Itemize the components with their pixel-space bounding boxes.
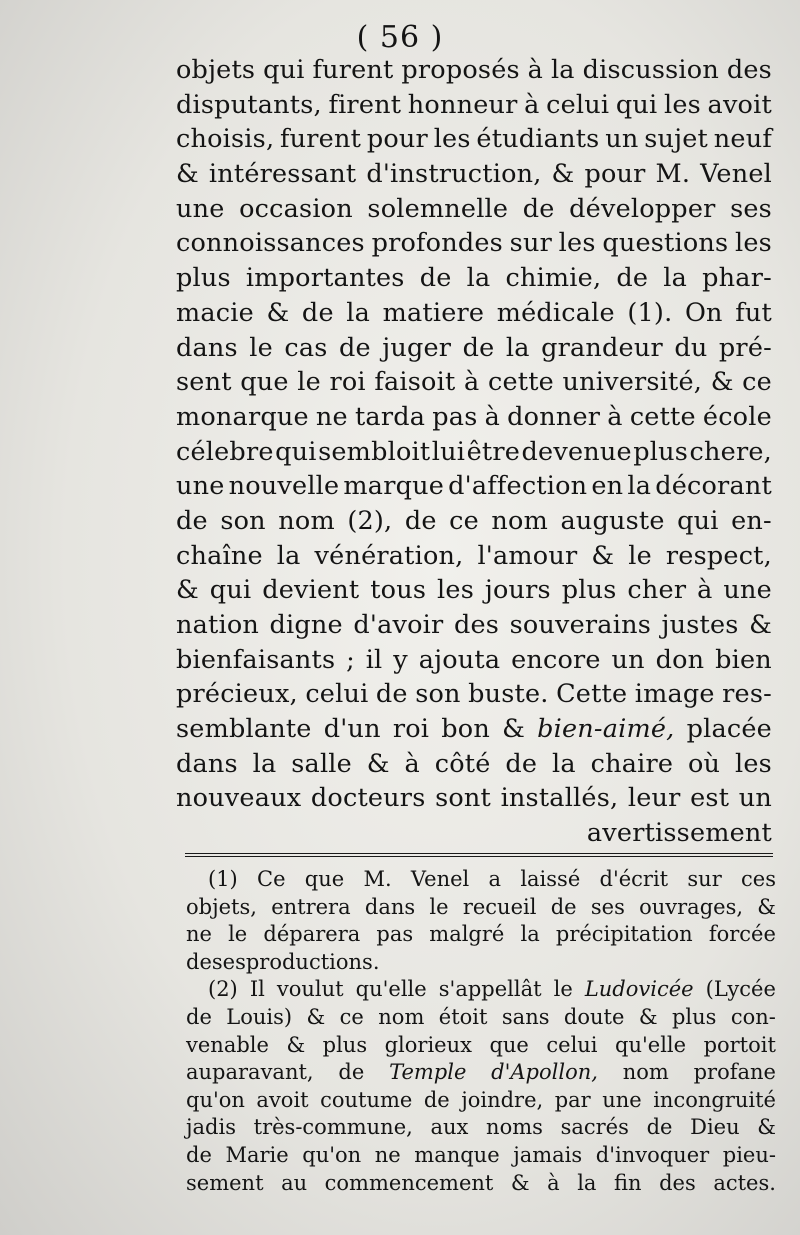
text-line: (1) Ce que M. Venel a laissé d'écrit sur ces <box>208 867 776 891</box>
text-line: qu'on avoit coutume de joindre, par une incongruité <box>186 1087 776 1112</box>
text-line: de Louis) & ce nom étoit sans doute & plus con- <box>186 1004 776 1029</box>
text-line: & intéressant d'instruction, & pour M. Venel <box>176 159 772 190</box>
text-line: chaîne la vénération, l'amour & le respect, <box>176 540 772 571</box>
text-line: une nouvelle marque d'affection en la décorant <box>176 471 772 502</box>
text-line: célebre qui sembloit lui être devenue plus chere, <box>176 436 772 467</box>
text-line: précieux, celui de son buste. Cette image res- <box>176 679 772 710</box>
text-line: sent que le roi faisoit à cette université, & ce <box>176 367 772 398</box>
text-line: & qui devient tous les jours plus cher à une <box>176 575 772 606</box>
text-line: bienfaisants ; il y ajouta encore un don bien <box>176 644 772 675</box>
text-line: auparavant, de Temple d'Apollon, nom profane <box>186 1060 776 1085</box>
text-line: nouveaux docteurs sont installés, leur est un <box>176 783 772 814</box>
text-line: connoissances profondes sur les questions les <box>176 228 772 259</box>
text-line: nation digne d'avoir des souverains justes & <box>176 610 772 640</box>
footnotes <box>186 866 776 1197</box>
catchword: avertissement <box>586 818 772 849</box>
main-text <box>176 53 772 851</box>
footnote-1 <box>186 866 776 976</box>
text-line: objets qui furent proposés à la discussion des <box>176 55 772 85</box>
page-number: ( 56 ) <box>356 20 444 55</box>
text-line: monarque ne tarda pas à donner à cette école <box>176 401 772 432</box>
text-line: macie & de la matiere médicale (1). On fut <box>176 297 772 328</box>
text-line: choisis, furent pour les étudiants un sujet neuf <box>176 124 772 155</box>
text-line: (2) Il voulut qu'elle s'appellât le Ludovicée (Lycée <box>208 977 776 1002</box>
text-line: une occasion solemnelle de développer ses <box>176 193 772 224</box>
text-line: de Marie qu'on ne manque jamais d'invoquer pieu- <box>186 1142 776 1167</box>
text-line: jadis très-commune, aux noms sacrés de Dieu & <box>186 1115 776 1140</box>
text-line: de son nom (2), de ce nom auguste qui en- <box>176 505 772 536</box>
text-line: venable & plus glorieux que celui qu'elle portoit <box>186 1032 776 1057</box>
text-line: dans la salle & à côté de la chaire où les <box>176 748 772 779</box>
text-line: objets, entrera dans le recueil de ses ouvrages, & <box>186 894 776 919</box>
text-line: plus importantes de la chimie, de la phar- <box>176 263 772 294</box>
footnote-2 <box>186 976 776 1197</box>
text-line: sement au commencement & à la fin des actes. <box>186 1170 776 1195</box>
text-line: semblante d'un roi bon & bien-aimé, placée <box>176 714 772 745</box>
text-line: de ses productions. <box>186 949 380 974</box>
footnote-separator-rule <box>185 853 773 857</box>
text-line: dans le cas de juger de la grandeur du pré- <box>176 332 772 363</box>
text-line: disputants, firent honneur à celui qui les avoit <box>176 89 772 120</box>
text-line: ne le déparera pas malgré la précipitation forcée <box>186 922 776 947</box>
